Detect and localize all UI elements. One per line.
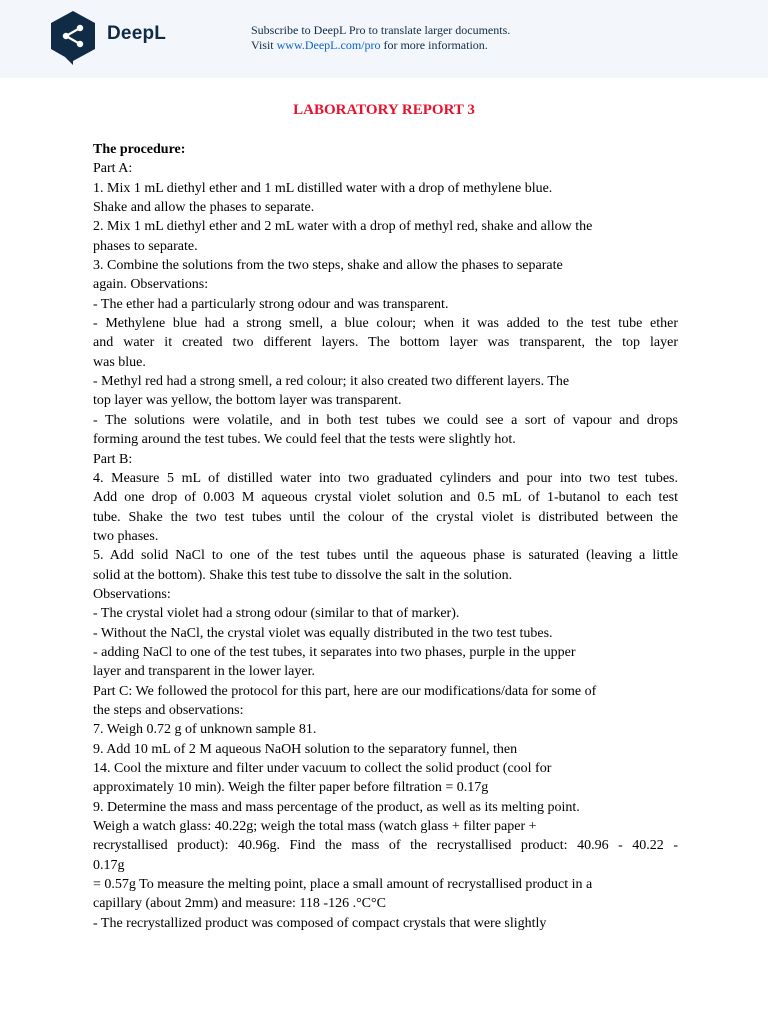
text-line: tube. Shake the two test tubes until the colour of the crystal violet is distributed between the — [93, 509, 678, 525]
text-line: - The crystal violet had a strong odour (similar to that of marker). — [93, 606, 460, 622]
deepl-pro-link[interactable]: www.DeepL.com/pro — [276, 38, 381, 52]
text-line: 4. Measure 5 mL of distilled water into two graduated cylinders and pour into two test tubes. — [93, 470, 678, 486]
text-line: Part A: — [93, 161, 133, 177]
text-line: 3. Combine the solutions from the two steps, shake and allow the phases to separate — [93, 258, 563, 274]
text-line: - Methylene blue had a strong smell, a blue colour; when it was added to the test tube ether — [93, 316, 678, 332]
text-line: - Without the NaCl, the crystal violet was equally distributed in the two test tubes. — [93, 625, 553, 641]
text-line: - The recrystallized product was composed of compact crystals that were slightly — [93, 915, 547, 931]
text-line: forming around the test tubes. We could feel that the tests were slightly hot. — [93, 432, 516, 448]
text-line: - The solutions were volatile, and in both test tubes we could see a sort of vapour and drops — [93, 412, 678, 428]
text-line: 0.17g — [93, 857, 125, 873]
text-line: Observations: — [93, 586, 171, 602]
text-line: - The ether had a particularly strong odour and was transparent. — [93, 296, 449, 312]
text-line: Shake and allow the phases to separate. — [93, 200, 315, 216]
text-line: - adding NaCl to one of the test tubes, it separates into two phases, purple in the upper — [93, 644, 576, 660]
text-line: 7. Weigh 0.72 g of unknown sample 81. — [93, 722, 317, 738]
text-line: 5. Add solid NaCl to one of the test tubes until the aqueous phase is saturated (leaving a little — [93, 548, 678, 564]
text-line: again. Observations: — [93, 277, 209, 293]
text-line: Weigh a watch glass: 40.22g; weigh the total mass (watch glass + filter paper + — [93, 819, 537, 835]
text-line: 9. Determine the mass and mass percentage of the product, as well as its melting point. — [93, 799, 580, 815]
promo-text — [251, 23, 510, 53]
deepl-banner — [0, 0, 768, 78]
text-line: approximately 10 min). Weigh the filter paper before filtration = 0.17g — [93, 780, 489, 796]
text-line: capillary (about 2mm) and measure: 118 -126 .°C°C — [93, 896, 386, 912]
text-line: = 0.57g To measure the melting point, place a small amount of recrystallised product in a — [93, 877, 593, 893]
text-line: phases to separate. — [93, 238, 198, 254]
text-line: Part C: We followed the protocol for this part, here are our modifications/data for some of — [93, 683, 597, 699]
document-body — [93, 140, 678, 933]
promo-suffix: for more information. — [380, 38, 488, 52]
brand-name: DeepL — [107, 23, 167, 44]
section-heading: The procedure: — [93, 142, 186, 157]
text-line: and water it created two different layers. The bottom layer was transparent, the top layer — [93, 335, 678, 351]
text-line: solid at the bottom). Shake this test tube to dissolve the salt in the solution. — [93, 567, 513, 583]
text-line: Part B: — [93, 451, 133, 467]
text-line: the steps and observations: — [93, 702, 244, 718]
document-title: LABORATORY REPORT 3 — [293, 102, 475, 118]
text-line: top layer was yellow, the bottom layer was transparent. — [93, 393, 402, 409]
text-line: 1. Mix 1 mL diethyl ether and 1 mL distilled water with a drop of methylene blue. — [93, 180, 553, 196]
text-line: recrystallised product): 40.96g. Find the mass of the recrystallised product: 40.96 - 40.22 - — [93, 838, 678, 854]
text-line: layer and transparent in the lower layer. — [93, 664, 315, 680]
text-line: was blue. — [93, 354, 146, 370]
text-line: 2. Mix 1 mL diethyl ether and 2 mL water with a drop of methyl red, shake and allow the — [93, 219, 593, 235]
text-line: 14. Cool the mixture and filter under vacuum to collect the solid product (cool for — [93, 761, 552, 776]
promo-prefix: Visit — [251, 38, 277, 52]
text-line: two phases. — [93, 528, 159, 544]
promo-line-1: Subscribe to DeepL Pro to translate larger documents. — [251, 23, 511, 37]
text-line: Add one drop of 0.003 M aqueous crystal violet solution and 0.5 mL of 1-butanol to each test — [93, 490, 678, 506]
deepl-logo-icon — [47, 9, 99, 67]
promo-line-2 — [251, 38, 510, 53]
text-line: - Methyl red had a strong smell, a red colour; it also created two different layers. The — [93, 374, 570, 390]
text-line: 9. Add 10 mL of 2 M aqueous NaOH solution to the separatory funnel, then — [93, 741, 518, 757]
